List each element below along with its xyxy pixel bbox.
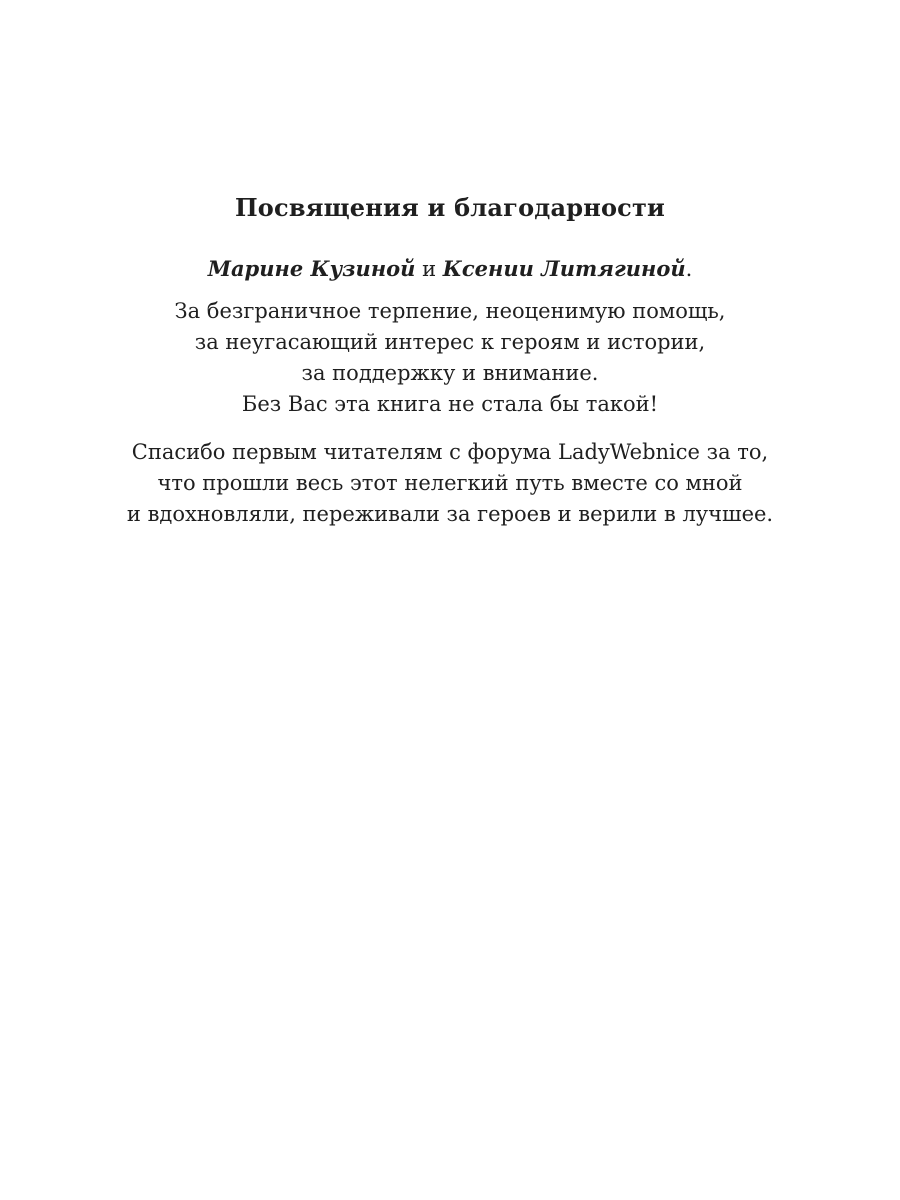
dedication-period: . [685, 257, 693, 281]
dedication-line [0, 254, 900, 284]
readers-thanks-paragraph [0, 437, 900, 530]
paragraph-line: за поддержку и внимание. [301, 361, 599, 385]
dedicatee-name-2: Ксении Литягиной [442, 256, 686, 281]
paragraph-line: и вдохновляли, переживали за героев и верили в лучшее. [126, 502, 774, 526]
page-heading: Посвящения и благодарности [234, 193, 666, 222]
paragraph-line: Без Вас эта книга не стала бы такой! [241, 392, 659, 416]
gratitude-paragraph [0, 296, 900, 420]
paragraph-line: за неугасающий интерес к героям и истории, [194, 330, 706, 354]
paragraph-line: Спасибо первым читателям с форума LadyWebnice за то, [131, 440, 769, 464]
dedicatee-name-1: Марине Кузиной [207, 256, 416, 281]
paragraph-line: За безграничное терпение, неоценимую помощь, [174, 299, 726, 323]
dedication-conjunction: и [415, 257, 443, 281]
paragraph-line: что прошли весь этот нелегкий путь вместе со мной [157, 471, 743, 495]
